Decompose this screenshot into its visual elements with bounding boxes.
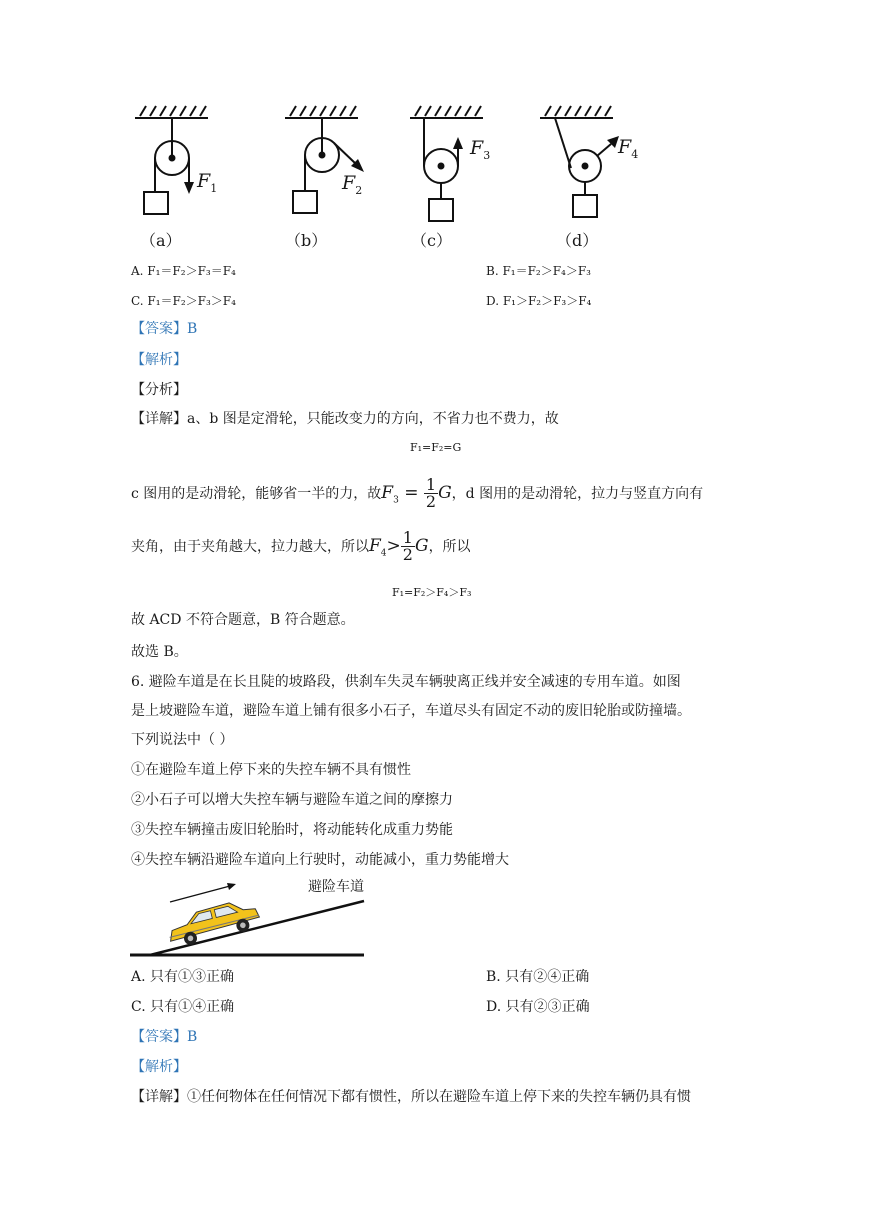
car-icon — [165, 897, 262, 950]
q6-stem-1: 6. 避险车道是在长且陡的坡路段，供刹车失灵车辆驶离正线并安全减速的专用车道。如图 — [131, 674, 681, 690]
q6-stem-3: 下列说法中（ ） — [131, 732, 234, 748]
label-f1 — [197, 170, 217, 195]
q6-option-c: C. 只有①④正确 — [131, 999, 235, 1015]
caption-d: （d） — [556, 231, 599, 250]
f4-sub: 4 — [631, 147, 639, 161]
f3-sub: 3 — [483, 148, 491, 162]
pulley-d — [540, 106, 613, 217]
f4-base: F — [618, 136, 632, 158]
f2-base: F — [342, 172, 356, 194]
q6-option-b: B. 只有②④正确 — [486, 969, 590, 985]
f1-base: F — [197, 170, 211, 192]
f1-sub: 1 — [210, 181, 218, 195]
q6-statement-2: ②小石子可以增大失控车辆与避险车道之间的摩擦力 — [131, 792, 453, 808]
formula-f3: $F_3$ = $\frac{1}{2}$ G — [381, 475, 452, 511]
motion-arrow — [170, 886, 230, 902]
q6-statement-3: ③失控车辆撞击废旧轮胎时，将动能转化成重力势能 — [131, 822, 453, 838]
formula-f4: $F_4>$ $\frac{1}{2}$ G — [369, 528, 429, 564]
q5-detail-3-post: ，所以 — [428, 539, 471, 555]
q6-analysis-tag: 【解析】 — [131, 1059, 187, 1075]
q5-detail-3-pre: 夹角，由于夹角越大，拉力越大，所以 — [131, 539, 369, 555]
q5-analysis-tag: 【解析】 — [131, 352, 187, 368]
pulley-figures — [130, 100, 650, 225]
pulley-c — [410, 106, 483, 221]
escape-ramp-figure — [130, 880, 370, 960]
q5-option-b: B. F₁＝F₂＞F₄＞F₃ — [486, 264, 591, 278]
q5-option-d: D. F₁＞F₂＞F₃＞F₄ — [486, 294, 592, 308]
q5-fenxi-tag: 【分析】 — [131, 382, 187, 398]
label-f3 — [470, 137, 490, 162]
q5-detail-2-pre: c 图用的是动滑轮，能够省一半的力，故 — [131, 486, 382, 502]
q5-option-a: A. F₁＝F₂＞F₃＝F₄ — [131, 264, 236, 278]
q6-detail-1: 【详解】①任何物体在任何情况下都有惯性，所以在避险车道上停下来的失控车辆仍具有惯 — [131, 1089, 691, 1105]
caption-c: （c） — [411, 231, 452, 250]
f3-base: F — [470, 137, 484, 159]
fraction-one-half: $\frac{1}{2}$ — [425, 475, 437, 511]
q5-detail-2 — [131, 475, 703, 518]
pulley-b — [285, 106, 358, 213]
caption-a: （a） — [140, 231, 182, 250]
arrow-f1 — [184, 182, 194, 194]
q5-choose: 故选 B。 — [131, 644, 188, 660]
q5-detail-1: 【详解】a、b 图是定滑轮，只能改变力的方向，不省力也不费力，故 — [131, 411, 559, 427]
caption-b: （b） — [285, 231, 328, 250]
q5-answer: 【答案】B — [131, 321, 198, 337]
q6-stem-2: 是上坡避险车道，避险车道上铺有很多小石子，车道尽头有固定不动的废旧轮胎或防撞墙。 — [131, 703, 691, 719]
f2-sub: 2 — [355, 183, 363, 197]
q5-conclusion: 故 ACD 不符合题意，B 符合题意。 — [131, 612, 355, 628]
q5-equation-2: F₁=F₂＞F₄＞F₃ — [392, 586, 472, 599]
q6-statement-4: ④失控车辆沿避险车道向上行驶时，动能减小，重力势能增大 — [131, 852, 509, 868]
q5-detail-2-post: ，d 图用的是动滑轮，拉力与竖直方向有 — [451, 486, 704, 502]
q6-statement-1: ①在避险车道上停下来的失控车辆不具有惯性 — [131, 762, 411, 778]
q5-option-c: C. F₁＝F₂＞F₃＞F₄ — [131, 294, 236, 308]
q5-equation-1: F₁=F₂=G — [410, 441, 462, 454]
q6-figure-label: 避险车道 — [308, 879, 364, 895]
q6-answer: 【答案】B — [131, 1029, 198, 1045]
arrow-f3 — [453, 137, 463, 149]
motion-arrow-head — [227, 883, 236, 890]
label-f2 — [342, 172, 362, 197]
pulley-a — [135, 106, 211, 214]
fraction-one-half-2: $\frac{1}{2}$ — [402, 528, 413, 564]
label-f4 — [618, 136, 638, 161]
q6-option-a: A. 只有①③正确 — [131, 969, 235, 985]
q5-detail-3 — [131, 528, 471, 571]
q6-option-d: D. 只有②③正确 — [486, 999, 590, 1015]
